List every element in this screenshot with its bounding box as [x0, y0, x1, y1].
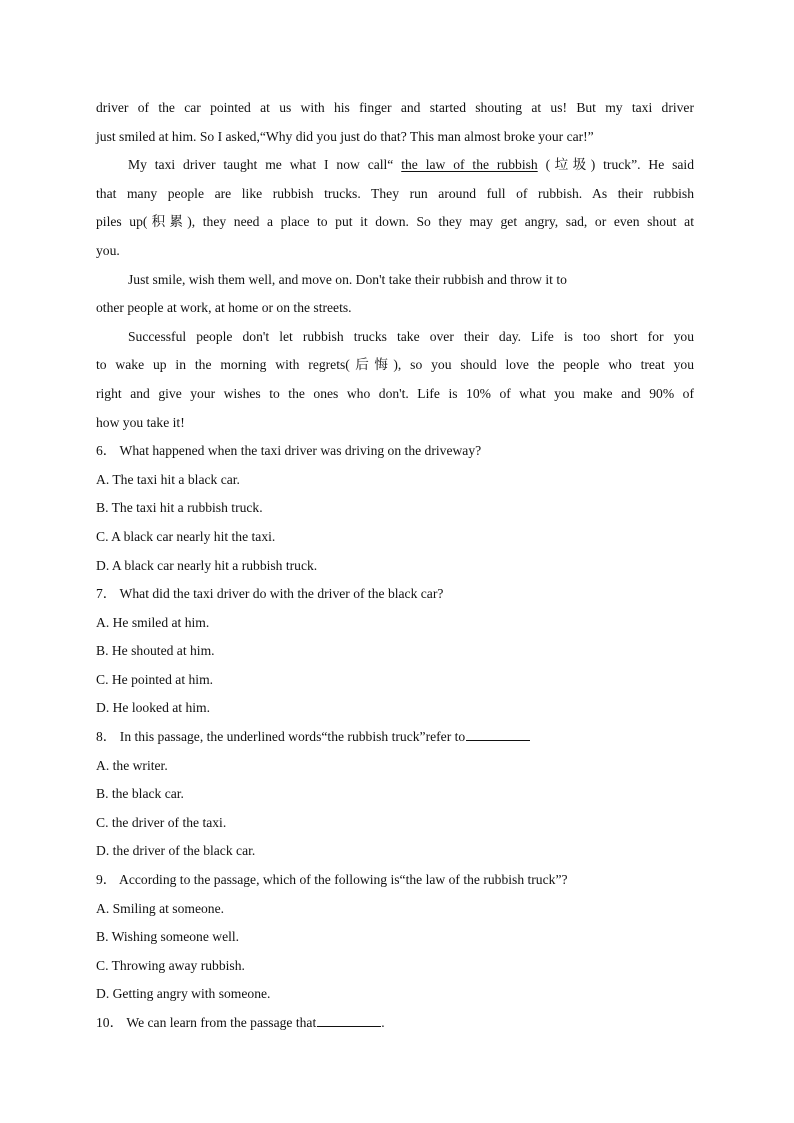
- passage-line: to wake up in the morning with regrets(后悔), so you should love the people who treat you: [96, 357, 694, 373]
- answer-blank: [317, 1012, 381, 1027]
- passage-line: piles up(积累), they need a place to put it down. So they may get angry, sad, or even shout at: [96, 214, 694, 230]
- answer-option: D. A black car nearly hit a rubbish truck.: [96, 557, 318, 573]
- answer-blank: [466, 726, 530, 741]
- question-text: 10． We can learn from the passage that: [96, 1015, 317, 1030]
- question-text-end: .: [381, 1015, 385, 1030]
- answer-option: D. the driver of the black car.: [96, 843, 256, 859]
- question-stem: 9． According to the passage, which of the following is“the law of the rubbish truck”?: [96, 872, 568, 888]
- question-stem: 7． What did the taxi driver do with the driver of the black car?: [96, 586, 444, 602]
- answer-option: A. Smiling at someone.: [96, 900, 224, 916]
- answer-option: C. He pointed at him.: [96, 671, 214, 687]
- passage-line: you.: [96, 242, 120, 258]
- passage-line: Just smile, wish them well, and move on. Don't take their rubbish and throw it to: [128, 271, 567, 287]
- passage-line: driver of the car pointed at us with his finger and started shouting at us! But my taxi driver: [96, 100, 694, 115]
- answer-option: D. He looked at him.: [96, 700, 211, 716]
- passage-line: [96, 151, 694, 180]
- question-text: 8． In this passage, the underlined words“the rubbish truck”refer to: [96, 729, 466, 745]
- answer-option: B. The taxi hit a rubbish truck.: [96, 500, 263, 516]
- answer-option: C. the driver of the taxi.: [96, 814, 227, 830]
- answer-option: A. The taxi hit a black car.: [96, 471, 240, 487]
- answer-option: C. Throwing away rubbish.: [96, 957, 245, 973]
- worksheet-content: [96, 94, 694, 1038]
- underlined-phrase: the law of the rubbish: [401, 157, 538, 173]
- answer-option: B. the black car.: [96, 786, 184, 802]
- question-stem: [96, 1009, 694, 1038]
- answer-option: D. Getting angry with someone.: [96, 986, 271, 1002]
- passage-line: Successful people don't let rubbish trucks take over their day. Life is too short for you: [128, 328, 694, 344]
- passage-line: that many people are like rubbish trucks. They run around full of rubbish. As their rubbish: [96, 185, 694, 201]
- answer-option: A. the writer.: [96, 757, 168, 773]
- answer-option: C. A black car nearly hit the taxi.: [96, 528, 276, 544]
- passage-line: how you take it!: [96, 414, 185, 430]
- answer-option: A. He smiled at him.: [96, 614, 210, 630]
- answer-option: B. Wishing someone well.: [96, 929, 240, 945]
- passage-line: just smiled at him. So I asked,“Why did you just do that? This man almost broke your car!”: [96, 128, 594, 144]
- passage-text: (垃圾) truck”. He said: [537, 157, 695, 173]
- question-stem: 6． What happened when the taxi driver was driving on the driveway?: [96, 443, 482, 459]
- passage-text: My taxi driver taught me what I now call“: [128, 157, 402, 173]
- question-stem: [96, 723, 694, 752]
- passage-line: other people at work, at home or on the streets.: [96, 300, 352, 316]
- passage-line: right and give your wishes to the ones who don't. Life is 10% of what you make and 90% of: [96, 385, 694, 401]
- answer-option: B. He shouted at him.: [96, 643, 215, 659]
